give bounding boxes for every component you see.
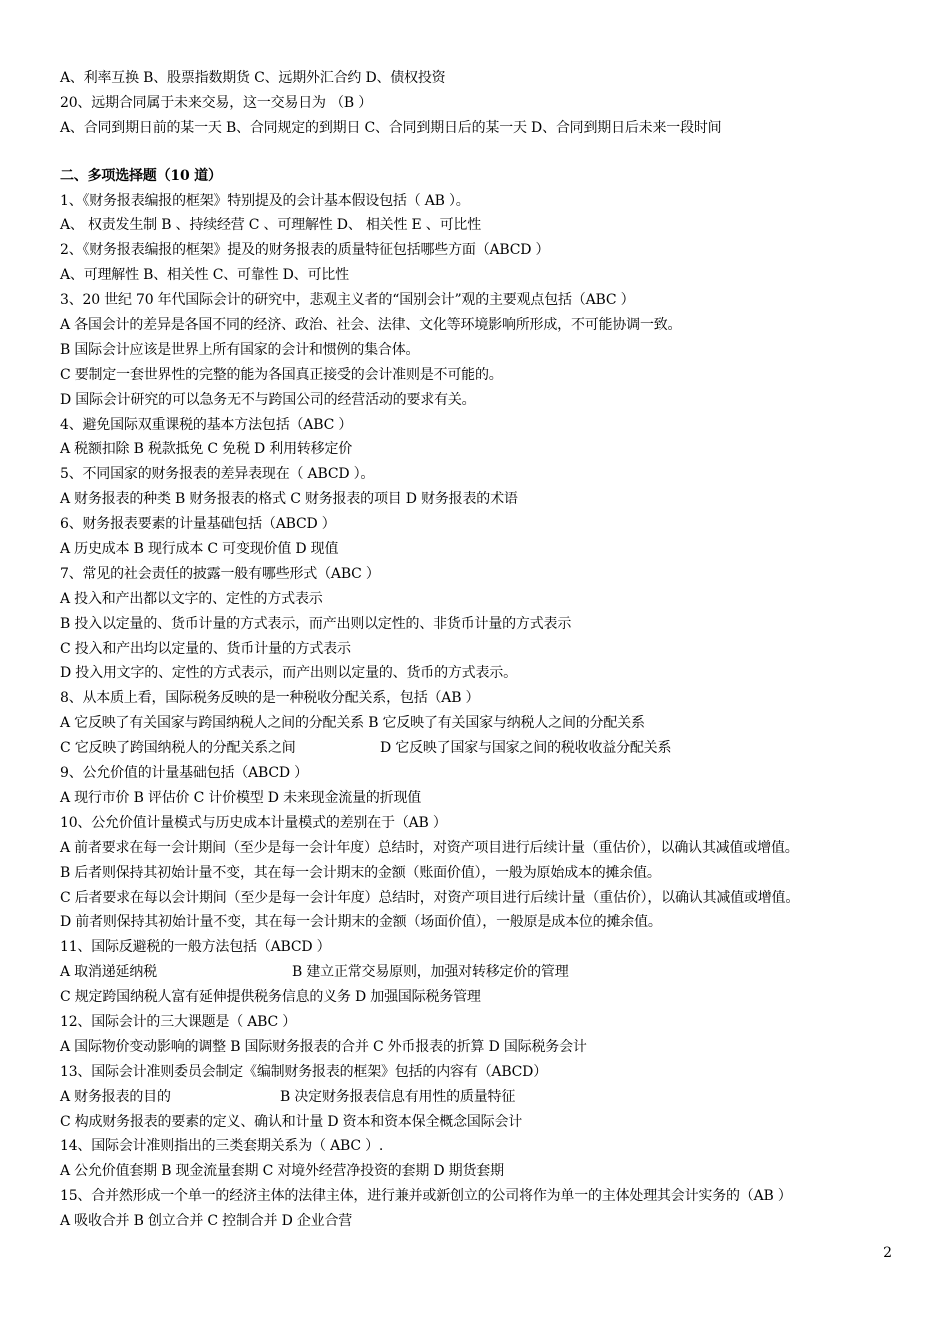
option-line xyxy=(60,1085,940,1110)
question-line: 3、20 世纪 70 年代国际会计的研究中，悲观主义者的“国别会计”观的主要观点包括（ABC ） xyxy=(60,292,635,309)
option-line: A 各国会计的差异是各国不同的经济、政治、社会、法律、文化等环境影响所形成，不可能协调一致。 xyxy=(60,317,682,334)
option-line: D 国际会计研究的可以急务无不与跨国公司的经营活动的要求有关。 xyxy=(60,391,476,408)
option-line: A 公允价值套期 B 现金流量套期 C 对境外经营净投资的套期 D 期货套期 xyxy=(60,1163,504,1180)
option-line xyxy=(60,736,940,761)
question-line: 12、国际会计的三大课题是（ ABC ） xyxy=(60,1013,297,1030)
option-line: A、 权责发生制 B 、持续经营 C 、可理解性 D、 相关性 E 、可比性 xyxy=(60,217,482,234)
option-line: D 前者则保持其初始计量不变，其在每一会计期末的金额（场面价值），一般原是成本位的摊余值。 xyxy=(60,914,662,931)
option-line: A 它反映了有关国家与跨国纳税人之间的分配关系 B 它反映了有关国家与纳税人之间的分配关系 xyxy=(60,715,645,732)
option-line: A 吸收合并 B 创立合并 C 控制合并 D 企业合营 xyxy=(60,1213,353,1230)
option-line: B 投入以定量的、货币计量的方式表示，而产出则以定性的、非货币计量的方式表示 xyxy=(60,615,572,632)
option-line: A 历史成本 B 现行成本 C 可变现价值 D 现值 xyxy=(60,541,339,558)
option-line: C 投入和产出均以定量的、货币计量的方式表示 xyxy=(60,640,351,657)
option-right: B 决定财务报表信息有用性的质量特征 xyxy=(280,1088,516,1105)
option-line: C 规定跨国纳税人富有延伸提供税务信息的义务 D 加强国际税务管理 xyxy=(60,989,481,1006)
option-line: B 国际会计应该是世界上所有国家的会计和惯例的集合体。 xyxy=(60,341,420,358)
option-line: C 构成财务报表的要素的定义、确认和计量 D 资本和资本保全概念国际会计 xyxy=(60,1113,523,1130)
option-right: B 建立正常交易原则，加强对转移定价的管理 xyxy=(292,964,569,981)
option-left: A 财务报表的目的 xyxy=(60,1088,171,1105)
question-line: 10、公允价值计量模式与历史成本计量模式的差别在于（AB ） xyxy=(60,814,447,831)
option-left: A 取消递延纳税 xyxy=(60,964,157,981)
page-number: 2 xyxy=(883,1245,892,1261)
option-line: C 后者要求在每以会计期间（至少是每一会计年度）总结时，对资产项目进行后续计量（重估价），以确认其减值或增值。 xyxy=(60,889,800,906)
option-left: C 它反映了跨国纳税人的分配关系之间 xyxy=(60,740,296,757)
option-line: A 税额扣除 B 税款抵免 C 免税 D 利用转移定价 xyxy=(60,441,353,458)
section-title: 二、多项选择题（10 道） xyxy=(60,167,222,184)
option-line: A 前者要求在每一会计期间（至少是每一会计年度）总结时，对资产项目进行后续计量（重估价），以确认其减值或增值。 xyxy=(60,839,799,856)
option-line: A 投入和产出都以文字的、定性的方式表示 xyxy=(60,590,323,607)
question-line: 1、《财务报表编报的框架》特别提及的会计基本假设包括（ AB ）。 xyxy=(60,192,470,209)
question-line: 14、国际会计准则指出的三类套期关系为（ ABC ）. xyxy=(60,1138,384,1155)
blank-line xyxy=(60,141,940,164)
option-line: A 财务报表的种类 B 财务报表的格式 C 财务报表的项目 D 财务报表的术语 xyxy=(60,491,518,508)
question-line: 7、常见的社会责任的披露一般有哪些形式（ABC ） xyxy=(60,565,380,582)
question-line: 2、《财务报表编报的框架》提及的财务报表的质量特征包括哪些方面（ABCD ） xyxy=(60,242,550,259)
option-right: D 它反映了国家与国家之间的税收收益分配关系 xyxy=(380,740,672,757)
question-line: 8、从本质上看，国际税务反映的是一种税收分配关系，包括（AB ） xyxy=(60,690,480,707)
question-line: 5、不同国家的财务报表的差异表现在（ ABCD ）。 xyxy=(60,466,375,483)
text-line: A、利率互换 B、股票指数期货 C、远期外汇合约 D、债权投资 xyxy=(60,70,446,86)
text-line: A、合同到期日前的某一天 B、合同规定的到期日 C、合同到期日后的某一天 D、合同到期日后未来一段时间 xyxy=(60,119,722,136)
option-line: A、可理解性 B、相关性 C、可靠性 D、可比性 xyxy=(60,267,349,284)
question-line: 20、远期合同属于未来交易，这一交易日为 （B ） xyxy=(60,94,373,111)
option-line xyxy=(60,960,940,985)
question-line: 6、财务报表要素的计量基础包括（ABCD ） xyxy=(60,516,336,533)
document-page xyxy=(60,66,940,1234)
question-line: 15、合并然形成一个单一的经济主体的法律主体，进行兼并或新创立的公司将作为单一的主体处理其会计实务的（AB ） xyxy=(60,1188,792,1205)
option-line: B 后者则保持其初始计量不变，其在每一会计期末的金额（账面价值），一般为原始成本的摊余值。 xyxy=(60,864,661,881)
question-line: 4、避免国际双重课税的基本方法包括（ABC ） xyxy=(60,416,353,433)
option-line: A 国际物价变动影响的调整 B 国际财务报表的合并 C 外币报表的折算 D 国际税务会计 xyxy=(60,1038,587,1055)
question-line: 13、国际会计准则委员会制定《编制财务报表的框架》包括的内容有（ABCD） xyxy=(60,1063,548,1080)
question-line: 9、公允价值的计量基础包括（ABCD ） xyxy=(60,765,308,782)
option-line: D 投入用文字的、定性的方式表示，而产出则以定量的、货币的方式表示。 xyxy=(60,665,517,682)
question-line: 11、国际反避税的一般方法包括（ABCD ） xyxy=(60,939,331,956)
option-line: A 现行市价 B 评估价 C 计价模型 D 未来现金流量的折现值 xyxy=(60,789,422,806)
option-line: C 要制定一套世界性的完整的能为各国真正接受的会计准则是不可能的。 xyxy=(60,366,503,383)
